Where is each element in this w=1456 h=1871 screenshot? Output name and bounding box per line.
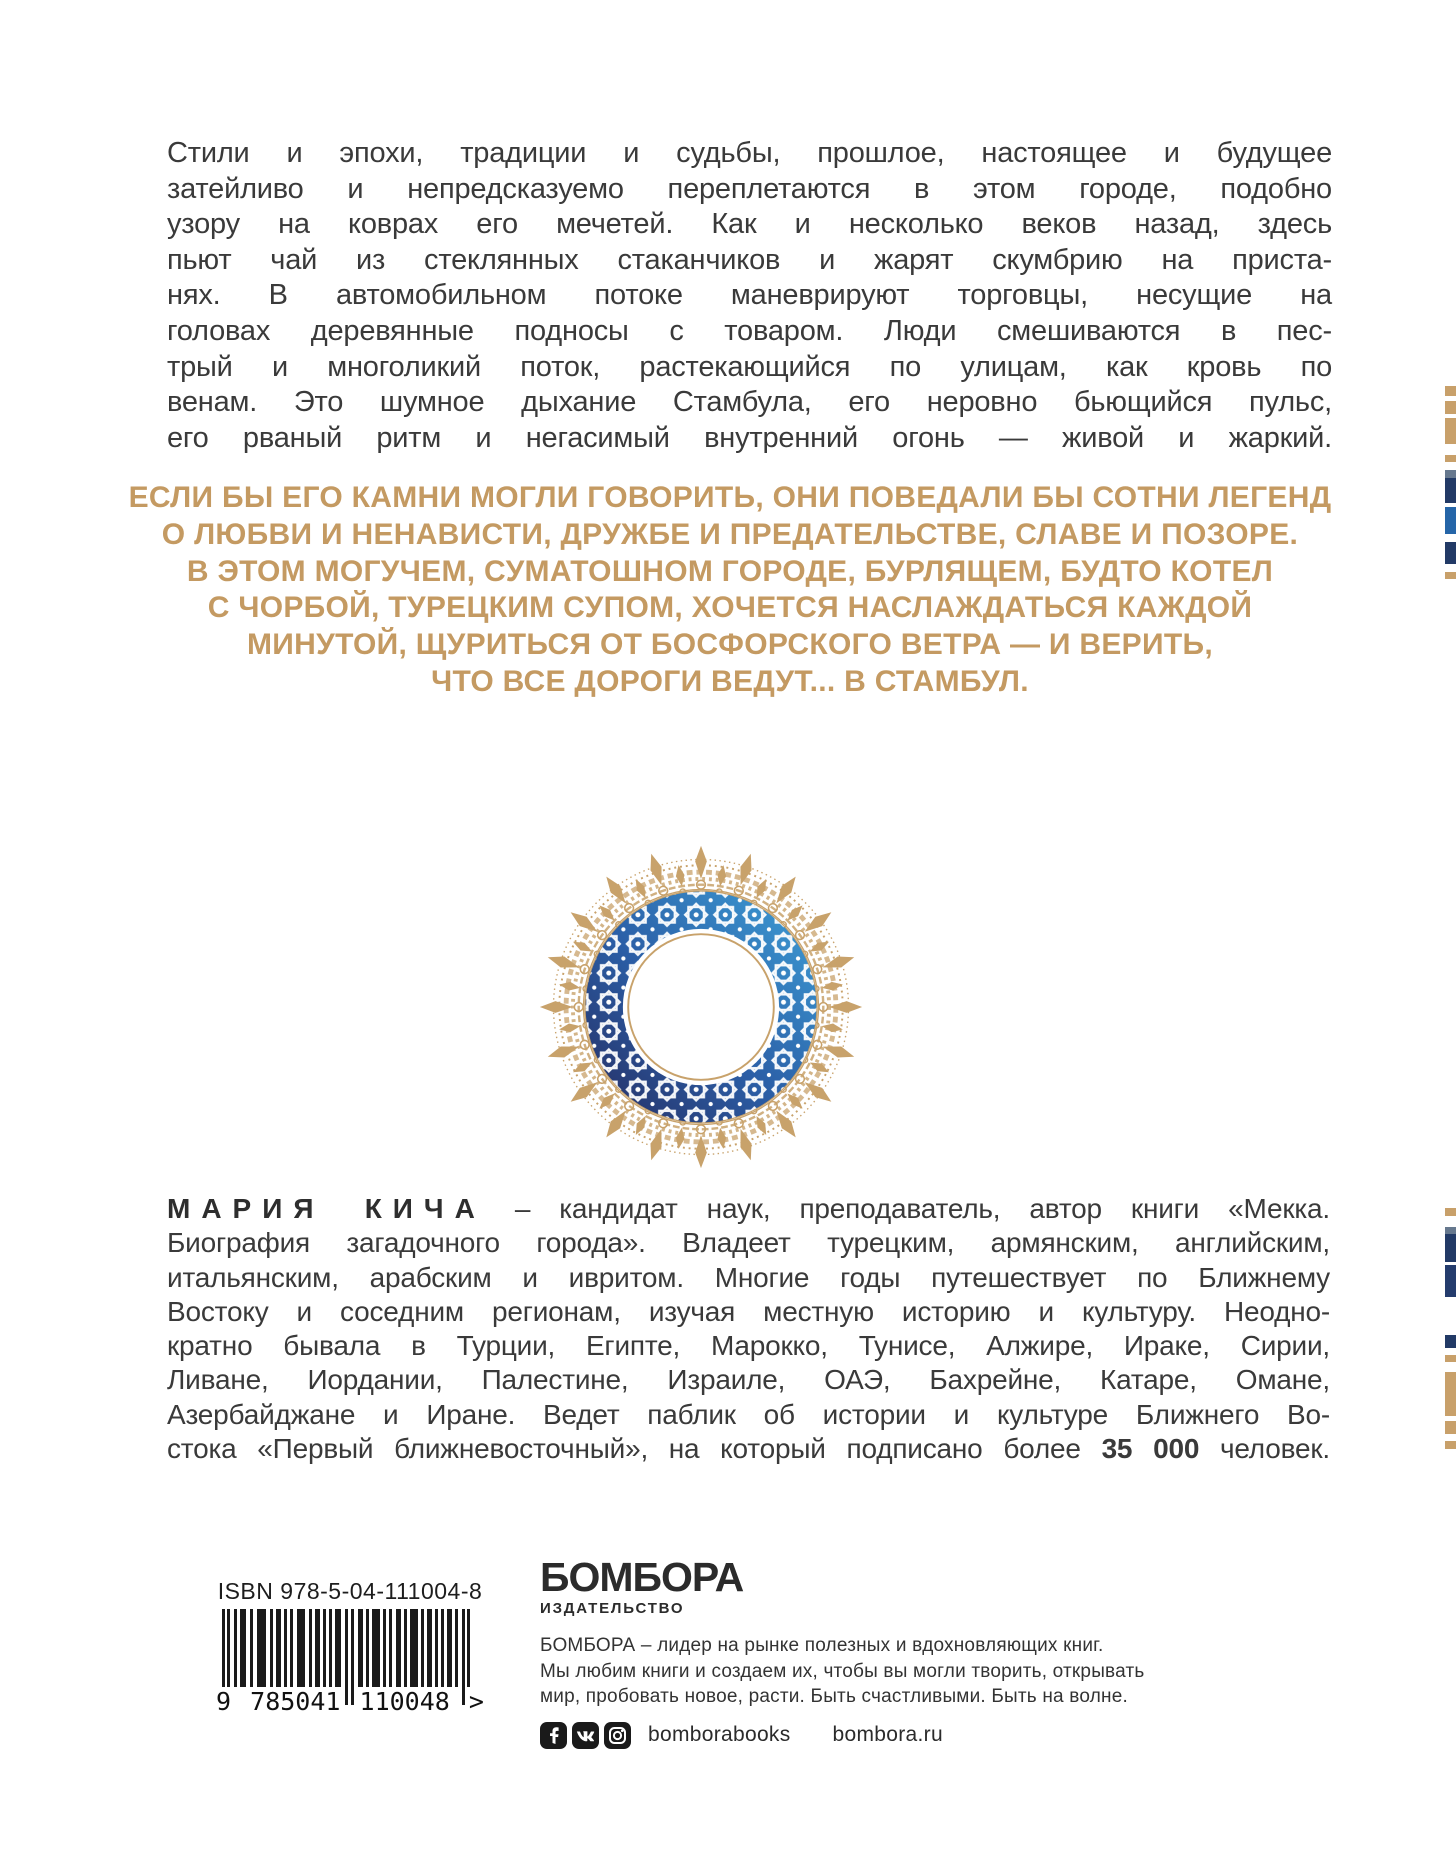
publisher-desc-line: мир, пробовать новое, расти. Быть счастливыми. Быть на волне.	[540, 1686, 1128, 1707]
bio-line: Востоку и соседним регионам, изучая местную историю и культуру. Неодно-	[167, 1295, 1330, 1327]
intro-paragraph	[167, 136, 1332, 456]
bio-line1-text: кандидат наук, преподаватель, автор книги «Мекка.	[559, 1193, 1331, 1224]
intro-line: нях. В автомобильном потоке маневрируют торговцы, несущие на	[167, 279, 1332, 312]
barcode-group2: 110048	[359, 1687, 450, 1716]
barcode-digits	[214, 1687, 486, 1716]
intro-line: затейливо и непредсказуемо переплетаются в этом городе, подобно	[167, 172, 1332, 205]
quote-line: ЧТО ВСЕ ДОРОГИ ВЕДУТ... В СТАМБУЛ.	[431, 664, 1029, 698]
bio-lastline-tail: человек.	[1199, 1433, 1330, 1465]
publisher-block	[540, 1556, 1145, 1749]
edge-mark	[1445, 1441, 1456, 1449]
quote-line: МИНУТОЙ, ЩУРИТЬСЯ ОТ БОСФОРСКОГО ВЕТРА — И ВЕРИТЬ,	[247, 628, 1213, 662]
bio-lastline-text: стока «Первый ближневосточный», на который подписано более	[167, 1433, 1102, 1465]
bio-line: Ливане, Иордании, Палестине, Израиле, ОАЭ, Бахрейне, Катаре, Омане,	[167, 1364, 1330, 1396]
edge-mark	[1445, 455, 1456, 462]
bio-line: кратно бывала в Турции, Египте, Марокко, Тунисе, Алжире, Ираке, Сирии,	[167, 1330, 1330, 1362]
author-bio	[167, 1192, 1330, 1466]
facebook-icon	[540, 1722, 567, 1749]
intro-line: пьют чай из стеклянных стаканчиков и жарят скумбрию на приста-	[167, 243, 1332, 276]
quote-line: В ЭТОМ МОГУЧЕМ, СУМАТОШНОМ ГОРОДЕ, БУРЛЯЩЕМ, БУДТО КОТЕЛ	[186, 554, 1274, 588]
bio-separator: –	[485, 1193, 560, 1224]
edge-mark	[1445, 572, 1456, 579]
edge-mark	[1445, 542, 1456, 564]
intro-line: венам. Это шумное дыхание Стамбула, его неровно бьющийся пульс,	[167, 386, 1332, 419]
edge-mark	[1445, 1372, 1456, 1416]
isbn-block	[214, 1578, 486, 1716]
bio-line	[167, 1432, 1330, 1466]
instagram-icon	[604, 1722, 631, 1749]
publisher-desc-line: Мы любим книги и создаем их, чтобы вы могли творить, открывать	[540, 1660, 1145, 1682]
publisher-desc-line: БОМБОРА – лидер на рынке полезных и вдохновляющих книг.	[540, 1635, 1104, 1656]
edge-mark	[1445, 1234, 1456, 1262]
edge-mark	[1445, 470, 1456, 478]
bio-line	[167, 1192, 1330, 1226]
edge-mark	[1445, 401, 1456, 414]
subscriber-count: 35 000	[1101, 1433, 1200, 1465]
edge-mark	[1445, 1335, 1456, 1348]
quote-line: О ЛЮБВИ И НЕНАВИСТИ, ДРУЖБЕ И ПРЕДАТЕЛЬСТВЕ, СЛАВЕ И ПОЗОРЕ.	[161, 517, 1299, 551]
social-handle: bomborabooks	[648, 1723, 791, 1746]
mandala-ornament	[536, 842, 866, 1172]
intro-line: узору на коврах его мечетей. Как и несколько веков назад, здесь	[167, 208, 1332, 241]
edge-mark	[1445, 1227, 1456, 1234]
mandala-svg	[536, 842, 866, 1172]
intro-line: его рваный ритм и негасимый внутренний огонь — живой и жаркий.	[167, 421, 1332, 454]
barcode-lead-digit: 9	[216, 1687, 232, 1716]
intro-line: головах деревянные подносы с товаром. Люди смешиваются в пес-	[167, 314, 1332, 347]
bio-line: Азербайджане и Иране. Ведет паблик об истории и культуре Ближнего Во-	[167, 1398, 1330, 1430]
edge-mark	[1445, 1355, 1456, 1362]
vk-icon	[572, 1722, 599, 1749]
social-row	[540, 1722, 1145, 1749]
publisher-website: bombora.ru	[832, 1723, 943, 1746]
edge-mark	[1445, 478, 1456, 503]
edge-mark	[1445, 1208, 1456, 1216]
quote-line: ЕСЛИ БЫ ЕГО КАМНИ МОГЛИ ГОВОРИТЬ, ОНИ ПОВЕДАЛИ БЫ СОТНИ ЛЕГЕНД	[128, 481, 1332, 514]
edge-mark	[1445, 1265, 1456, 1297]
publisher-description	[540, 1633, 1145, 1710]
bio-line: Биография загадочного города». Владеет турецким, армянским, английским,	[167, 1227, 1330, 1259]
author-name: МАРИЯ КИЧА	[167, 1193, 486, 1224]
edge-mark	[1445, 418, 1456, 444]
publisher-logo-text: БОМБОРА	[540, 1554, 744, 1600]
barcode-group1: 785041	[250, 1687, 341, 1716]
publisher-subtitle: ИЗДАТЕЛЬСТВО	[540, 1600, 685, 1617]
quote-line: С ЧОРБОЙ, ТУРЕЦКИМ СУПОМ, ХОЧЕТСЯ НАСЛАЖДАТЬСЯ КАЖДОЙ	[207, 591, 1253, 625]
intro-line: трый и многоликий поток, растекающийся по улицам, как кровь по	[167, 350, 1332, 383]
intro-line: Стили и эпохи, традиции и судьбы, прошлое, настоящее и будущее	[167, 137, 1332, 169]
barcode-arrow: >	[468, 1687, 484, 1716]
edge-mark	[1445, 386, 1456, 396]
gold-quote	[85, 480, 1375, 701]
edge-mark	[1445, 1421, 1456, 1434]
bio-line: итальянским, арабским и ивритом. Многие годы путешествует по Ближнему	[167, 1261, 1330, 1293]
edge-mark	[1445, 507, 1456, 534]
isbn-number: ISBN 978-5-04-111004-8	[217, 1578, 483, 1604]
